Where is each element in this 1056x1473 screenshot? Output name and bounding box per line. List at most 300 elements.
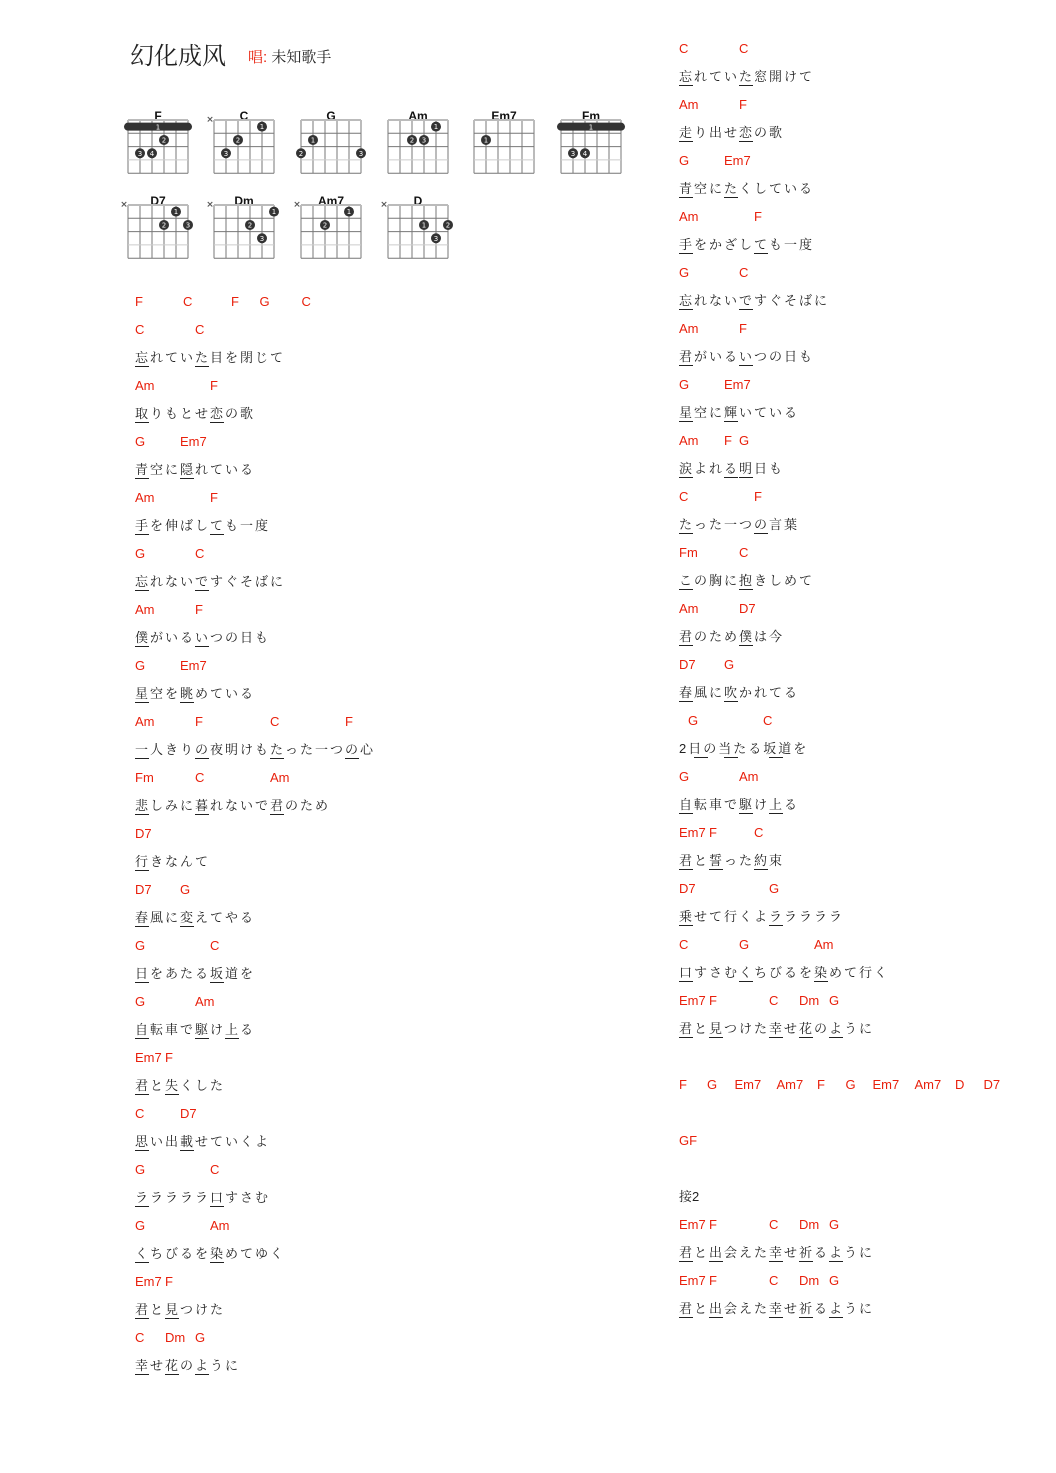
chord-label: C: [679, 489, 689, 504]
chord-label: C: [739, 41, 749, 56]
chord-position-underline: [679, 925, 693, 926]
lyric-line: [135, 685, 255, 703]
chord-position-underline: [679, 141, 693, 142]
chord-label: G: [135, 938, 146, 953]
chord-position-underline: [210, 422, 224, 423]
chord-position-underline: [769, 813, 783, 814]
chord-label: G: [769, 881, 780, 896]
chord-position-underline: [679, 589, 693, 590]
lyric-line: [679, 572, 814, 590]
chord-position-underline: [679, 253, 693, 254]
finger-number: 3: [570, 149, 576, 158]
chord-label: F: [709, 825, 717, 840]
chord-label: F: [739, 321, 747, 336]
chord-label: G: [845, 1077, 856, 1092]
chord-position-underline: [739, 981, 753, 982]
chord-label: Am: [679, 97, 699, 112]
muted-string-icon: ×: [120, 200, 128, 210]
chord-label: G: [135, 434, 146, 449]
lyric-text: 走り出せ恋の歌: [679, 125, 785, 140]
fretboard: [553, 120, 633, 180]
chord-label: Em7: [679, 993, 706, 1008]
lyric-line: [679, 292, 829, 310]
chord-position-underline: [739, 309, 753, 310]
chord-position-underline: [769, 1037, 783, 1038]
chord-position-underline: [135, 646, 149, 647]
chord-position-underline: [724, 197, 738, 198]
chord-label: F: [679, 1077, 687, 1092]
lyric-text: 忘れないですぐそばに: [135, 574, 286, 589]
chord-label: G: [195, 1330, 206, 1345]
chord-label: C: [769, 993, 779, 1008]
chord-diagram-name: Em7: [491, 109, 517, 123]
finger-number: 2: [409, 136, 415, 145]
lyric-text: 春風に吹かれてる: [679, 685, 800, 700]
finger-number: 1: [421, 221, 427, 230]
section-label: 接2: [679, 1189, 700, 1204]
lyric-line: [135, 853, 210, 871]
lyric-text: 僕がいるいつの日も: [135, 630, 271, 645]
chord-position-underline: [679, 477, 693, 478]
fretboard: [466, 120, 546, 180]
chord-label: C: [135, 322, 145, 337]
chord-position-underline: [210, 1262, 224, 1263]
finger-number: 2: [322, 221, 328, 230]
chord-position-underline: [135, 590, 149, 591]
chord-label: Em7: [724, 377, 751, 392]
chord-label: Am: [210, 1218, 230, 1233]
lyric-line: [679, 964, 889, 982]
chord-position-underline: [135, 1094, 149, 1095]
lyric-text: 忘れていた窓開けて: [679, 69, 815, 84]
lyric-text: 君と出会えた幸せ祈るように: [679, 1301, 875, 1316]
chord-position-underline: [135, 534, 149, 535]
chord-label: Am: [270, 770, 290, 785]
chord-label: C: [769, 1273, 779, 1288]
chord-label: Am: [679, 321, 699, 336]
chord-label: G: [739, 433, 750, 448]
lyric-line: [679, 796, 799, 814]
chord-label: D7: [679, 881, 696, 896]
chord-position-underline: [679, 869, 693, 870]
lyric-line: [679, 404, 799, 422]
lyric-line: [679, 1020, 874, 1038]
finger-number: 1: [173, 208, 179, 217]
chord-position-underline: [679, 365, 693, 366]
lyric-text: 幸せ花のように: [135, 1358, 241, 1373]
chord-label: D7: [180, 1106, 197, 1121]
chord-position-underline: [829, 1317, 843, 1318]
lyric-line: [135, 1077, 225, 1095]
chord-label: C: [270, 714, 280, 729]
finger-number: 1: [483, 136, 489, 145]
lyric-text: 思い出載せていくよ: [135, 1134, 271, 1149]
lyric-text: くちびるを染めてゆく: [135, 1246, 286, 1261]
lyric-text: 星空を眺めている: [135, 686, 256, 701]
lyric-line: [679, 236, 814, 254]
lyric-line: [679, 1244, 874, 1262]
singer-info: [248, 46, 331, 67]
lyric-line: [135, 349, 285, 367]
chord-label: F: [210, 490, 218, 505]
singer-label: 唱:: [248, 49, 268, 66]
chord-position-underline: [195, 1038, 209, 1039]
chord-position-underline: [135, 870, 149, 871]
lyric-text: この胸に抱きしめて: [679, 573, 815, 588]
chord-position-underline: [724, 477, 738, 478]
finger-number: 1: [588, 123, 594, 132]
chord-diagram-Dm: [206, 194, 284, 280]
chord-position-underline: [739, 85, 753, 86]
singer-name: 未知歌手: [271, 49, 332, 66]
lyric-line: [135, 1245, 285, 1263]
chord-label: Am: [679, 433, 699, 448]
chord-label: Em7: [180, 658, 207, 673]
chord-label: C: [210, 938, 220, 953]
chord-label: Am: [135, 602, 155, 617]
chord-label: F: [195, 602, 203, 617]
chord-label: Dm: [799, 993, 820, 1008]
chord-label: C: [739, 545, 749, 560]
chord-position-underline: [135, 1038, 149, 1039]
chord-label: G: [135, 546, 146, 561]
chord-label: G: [679, 153, 690, 168]
chord-position-underline: [679, 309, 693, 310]
lyric-line: [135, 797, 330, 815]
chord-label: Em7: [135, 1050, 162, 1065]
chord-label: C: [739, 265, 749, 280]
finger-number: 1: [346, 208, 352, 217]
chord-label: Dm: [165, 1330, 186, 1345]
chord-label: Em7: [135, 1274, 162, 1289]
chord-position-underline: [135, 422, 149, 423]
fretboard: [380, 120, 460, 180]
lyric-line: [135, 517, 270, 535]
chord-label: D: [955, 1077, 965, 1092]
lyric-text: ラララララ口すさむ: [135, 1190, 271, 1205]
chord-label: C: [210, 1162, 220, 1177]
lyric-text: 口すさむくちびるを染めて行く: [679, 965, 890, 980]
chord-position-underline: [180, 478, 194, 479]
chord-label: F: [817, 1077, 825, 1092]
chord-position-underline: [724, 757, 738, 758]
song-title: 幻化成风: [130, 43, 226, 70]
finger-number: 4: [582, 149, 588, 158]
chord-diagram-name: C: [239, 109, 249, 123]
lyric-text: 日をあたる坂道を: [135, 966, 256, 981]
lyric-line: [135, 965, 255, 983]
chord-position-underline: [135, 1374, 149, 1375]
chord-position-underline: [180, 702, 194, 703]
chord-label: C: [679, 937, 689, 952]
chord-label: GF: [679, 1133, 698, 1148]
chord-position-underline: [195, 646, 209, 647]
chord-label: D7: [135, 882, 152, 897]
chord-position-underline: [135, 1318, 149, 1319]
lyric-line: [135, 1133, 270, 1151]
muted-string-icon: ×: [206, 200, 214, 210]
chord-label: C: [195, 546, 205, 561]
fretboard: [293, 120, 373, 180]
chord-label: C: [769, 1217, 779, 1232]
chord-label: Fm: [135, 770, 154, 785]
chord-diagram-name: Fm: [582, 109, 600, 123]
finger-number: 2: [247, 221, 253, 230]
lyric-text: 涙よれる明日も: [679, 461, 785, 476]
chord-label: Am: [739, 769, 759, 784]
finger-number: 4: [149, 149, 155, 158]
chord-position-underline: [754, 253, 768, 254]
chord-label: G: [135, 658, 146, 673]
chord-label: F: [210, 378, 218, 393]
lyric-line: [679, 740, 808, 758]
chord-position-underline: [679, 1317, 693, 1318]
chord-label: C: [754, 825, 764, 840]
chord-diagram-name: Am7: [317, 194, 344, 208]
muted-string-icon: ×: [293, 200, 301, 210]
lyric-line: [135, 1301, 225, 1319]
chord-position-underline: [739, 645, 753, 646]
chord-label: C: [763, 713, 773, 728]
lyric-text: 乗せて行くよラララララ: [679, 909, 845, 924]
lyric-text: 君のため僕は今: [679, 629, 785, 644]
chord-label: C: [183, 294, 193, 309]
fretboard: [206, 115, 286, 180]
finger-number: 3: [185, 221, 191, 230]
chord-label: Am7: [776, 1077, 804, 1092]
chord-label: Em7: [679, 1273, 706, 1288]
chord-label: C: [679, 41, 689, 56]
chord-position-underline: [679, 981, 693, 982]
chord-diagram-name: D: [413, 194, 423, 208]
chord-position-underline: [679, 813, 693, 814]
lyric-line: [679, 852, 784, 870]
chord-position-underline: [679, 645, 693, 646]
finger-number: 1: [310, 136, 316, 145]
chord-position-underline: [694, 757, 708, 758]
chord-label: G: [829, 993, 840, 1008]
chord-label: C: [135, 1330, 145, 1345]
chord-label: F: [724, 433, 732, 448]
chord-diagram-F: [128, 109, 198, 195]
lyric-text: 自転車で駆け上る: [135, 1022, 256, 1037]
chord-diagram-D7: [120, 194, 198, 280]
chord-position-underline: [739, 141, 753, 142]
chord-label: F: [709, 993, 717, 1008]
chord-position-underline: [679, 421, 693, 422]
chord-label: D7: [983, 1077, 1001, 1092]
lyric-line: [135, 741, 375, 759]
finger-number: 3: [223, 149, 229, 158]
chord-position-underline: [195, 366, 209, 367]
chord-position-underline: [345, 758, 359, 759]
chord-label: Em7: [872, 1077, 900, 1092]
chord-position-underline: [135, 982, 149, 983]
chord-diagram-C: [206, 109, 284, 195]
finger-number: 3: [421, 136, 427, 145]
chord-position-underline: [709, 1037, 723, 1038]
chord-label: Em7: [679, 1217, 706, 1232]
chord-position-underline: [195, 758, 209, 759]
chord-position-underline: [270, 814, 284, 815]
chord-position-underline: [195, 814, 209, 815]
finger-number: 3: [358, 149, 364, 158]
chord-diagram-Am7: [293, 194, 371, 280]
lyric-text: 君がいるいつの日も: [679, 349, 815, 364]
chord-position-underline: [709, 1261, 723, 1262]
lyric-text: 君と出会えた幸せ祈るように: [679, 1245, 875, 1260]
chord-position-underline: [679, 197, 693, 198]
chord-position-underline: [679, 1261, 693, 1262]
lyric-line: [679, 180, 814, 198]
lyric-text: 一人きりの夜明けもたった一つの心: [135, 742, 376, 757]
finger-number: 2: [161, 136, 167, 145]
finger-number: 3: [433, 234, 439, 243]
lyric-text: 君と失くした: [135, 1078, 226, 1093]
lyric-line: [679, 516, 799, 534]
chord-label: G: [679, 265, 690, 280]
chord-position-underline: [754, 533, 768, 534]
chord-position-underline: [769, 757, 783, 758]
chord-diagram-D: [380, 194, 458, 280]
chord-diagram-Am: [388, 109, 458, 195]
chord-label: F: [709, 1217, 717, 1232]
muted-string-icon: ×: [206, 115, 214, 125]
chord-label: F: [135, 294, 143, 309]
chord-label: C: [195, 322, 205, 337]
lyric-text: 君と見つけた幸せ花のように: [679, 1021, 875, 1036]
chord-position-underline: [724, 701, 738, 702]
chord-label: F: [739, 97, 747, 112]
finger-number: 2: [298, 149, 304, 158]
muted-string-icon: ×: [380, 200, 388, 210]
chord-label: Em7: [734, 1077, 762, 1092]
chord-position-underline: [739, 813, 753, 814]
chord-position-underline: [135, 1262, 149, 1263]
lyric-line: [679, 908, 844, 926]
chord-label: D7: [679, 657, 696, 672]
chord-position-underline: [679, 85, 693, 86]
lyric-text: 星空に輝いている: [679, 405, 800, 420]
chord-position-underline: [679, 701, 693, 702]
chord-position-underline: [799, 1037, 813, 1038]
chord-position-underline: [165, 1094, 179, 1095]
lyric-text: 忘れないですぐそばに: [679, 293, 830, 308]
lyric-line: [679, 460, 784, 478]
chord-position-underline: [135, 1150, 149, 1151]
finger-number: 3: [259, 234, 265, 243]
chord-position-underline: [799, 1317, 813, 1318]
chord-label: Am: [679, 209, 699, 224]
chord-diagram-name: G: [326, 109, 336, 123]
lyric-text: 2日の当たる坂道を: [679, 741, 809, 756]
chord-position-underline: [814, 981, 828, 982]
lyric-line: [135, 1357, 240, 1375]
chord-position-underline: [195, 1374, 209, 1375]
finger-number: 2: [161, 221, 167, 230]
chord-position-underline: [679, 1037, 693, 1038]
chord-position-underline: [739, 365, 753, 366]
chord-label: Am: [195, 994, 215, 1009]
finger-number: 1: [433, 123, 439, 132]
chord-label: Am: [135, 714, 155, 729]
chord-label: F: [165, 1274, 173, 1289]
chord-position-underline: [165, 1318, 179, 1319]
chord-position-underline: [724, 421, 738, 422]
chord-position-underline: [829, 1037, 843, 1038]
lyric-text: 青空に隠れている: [135, 462, 256, 477]
lyric-line: [135, 405, 255, 423]
lyric-text: 君と誓った約束: [679, 853, 785, 868]
lyric-line: [135, 629, 270, 647]
chord-position-underline: [165, 1374, 179, 1375]
chord-position-underline: [135, 702, 149, 703]
lyric-line: [679, 628, 784, 646]
chord-label: Em7: [679, 825, 706, 840]
chord-label: C: [301, 294, 311, 309]
chord-position-underline: [210, 1206, 224, 1207]
chord-diagram-Fm: [561, 109, 631, 195]
chord-position-underline: [709, 869, 723, 870]
chord-position-underline: [739, 589, 753, 590]
chord-label: G: [180, 882, 191, 897]
chord-position-underline: [769, 1261, 783, 1262]
chord-label: Am7: [914, 1077, 942, 1092]
chord-position-underline: [135, 814, 149, 815]
chord-label: F: [754, 489, 762, 504]
lyric-text: 青空にたくしている: [679, 181, 815, 196]
chord-position-underline: [225, 1038, 239, 1039]
chord-position-underline: [210, 982, 224, 983]
chord-diagram-name: Dm: [234, 194, 254, 208]
chord-position-underline: [270, 758, 284, 759]
finger-number: 2: [445, 221, 451, 230]
chord-label: Em7: [180, 434, 207, 449]
chord-label: G: [829, 1217, 840, 1232]
lyric-text: たった一つの言葉: [679, 517, 800, 532]
chord-diagram-name: Am: [408, 109, 428, 123]
chord-label: C: [195, 770, 205, 785]
chord-label: Dm: [799, 1273, 820, 1288]
chord-position-underline: [754, 869, 768, 870]
lyric-line: [679, 348, 814, 366]
chord-position-underline: [180, 926, 194, 927]
chord-label: D7: [739, 601, 756, 616]
chord-position-underline: [739, 477, 753, 478]
chord-diagram-name: F: [154, 109, 162, 123]
chord-position-underline: [135, 758, 149, 759]
lyric-line: [679, 68, 814, 86]
chord-label: G: [135, 1218, 146, 1233]
lyric-text: 春風に変えてやる: [135, 910, 256, 925]
chord-label: F: [195, 714, 203, 729]
lyric-text: 行きなんて: [135, 854, 211, 869]
chord-label: G: [739, 937, 750, 952]
chord-position-underline: [135, 926, 149, 927]
chord-label: G: [135, 1162, 146, 1177]
chord-position-underline: [829, 1261, 843, 1262]
finger-number: 1: [259, 123, 265, 132]
finger-number: 2: [235, 136, 241, 145]
chord-position-underline: [135, 478, 149, 479]
lyric-text: 手をかざしても一度: [679, 237, 815, 252]
lyric-text: 手を伸ばしても一度: [135, 518, 271, 533]
chord-label: Dm: [799, 1217, 820, 1232]
lyric-text: 悲しみに暮れないで君のため: [135, 798, 331, 813]
chord-label: G: [135, 994, 146, 1009]
lyric-line: [135, 1021, 255, 1039]
lyric-text: 取りもとせ恋の歌: [135, 406, 256, 421]
